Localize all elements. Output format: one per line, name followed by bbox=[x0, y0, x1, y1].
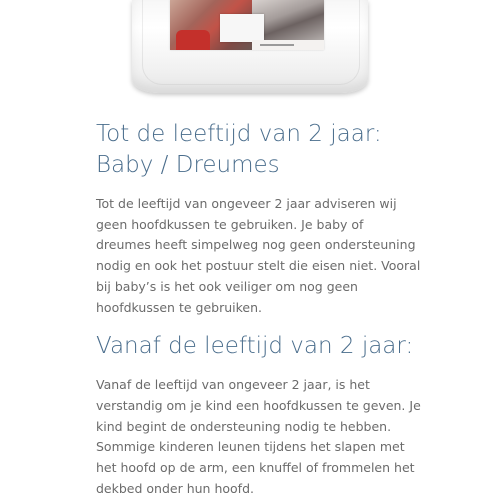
paragraph-line: geen hoofdkussen te gebruiken. Je baby of bbox=[96, 216, 364, 232]
paragraph-line: hoofdkussen te gebruiken. bbox=[96, 299, 262, 315]
section-heading-baby bbox=[96, 119, 416, 181]
label-pillow-thumbnail bbox=[220, 14, 264, 42]
paragraph-line: bij baby’s is het ook veiliger om nog geen bbox=[96, 278, 358, 294]
heading-line: Tot de leeftijd van 2 jaar: bbox=[96, 121, 382, 147]
paragraph-line: het hoofd op de arm, een knuffel of frommelen het bbox=[96, 460, 415, 476]
article-content bbox=[96, 119, 421, 499]
paragraph-line: Tot de leeftijd van ongeveer 2 jaar adviseren wij bbox=[96, 196, 397, 211]
heading-line: Baby / Dreumes bbox=[96, 152, 280, 178]
paragraph-line: verstandig om je kind een hoofdkussen te geven. Je bbox=[96, 397, 421, 413]
label-strip bbox=[252, 40, 324, 50]
paragraph-line: Sommige kinderen leunen tijdens het slapen met bbox=[96, 439, 405, 455]
product-label bbox=[170, 0, 324, 50]
paragraph-line: dreumes heeft simpelweg nog geen ondersteuning bbox=[96, 237, 416, 253]
paragraph-line: kind begint de ondersteuning nodig te hebben. bbox=[96, 418, 392, 434]
paragraph-line: dekbed onder hun hoofd. bbox=[96, 480, 254, 496]
heading-line: Vanaf de leeftijd van 2 jaar: bbox=[96, 333, 414, 360]
section-paragraph-baby bbox=[96, 194, 421, 318]
section-heading-from-2 bbox=[96, 331, 416, 362]
label-photo-detail bbox=[176, 30, 210, 50]
section-paragraph-from-2 bbox=[96, 375, 421, 499]
paragraph-line: Vanaf de leeftijd van ongeveer 2 jaar, is het bbox=[96, 377, 370, 393]
product-image bbox=[128, 0, 372, 96]
paragraph-line: nodig en ook het postuur stelt die eisen niet. Vooral bbox=[96, 258, 421, 274]
